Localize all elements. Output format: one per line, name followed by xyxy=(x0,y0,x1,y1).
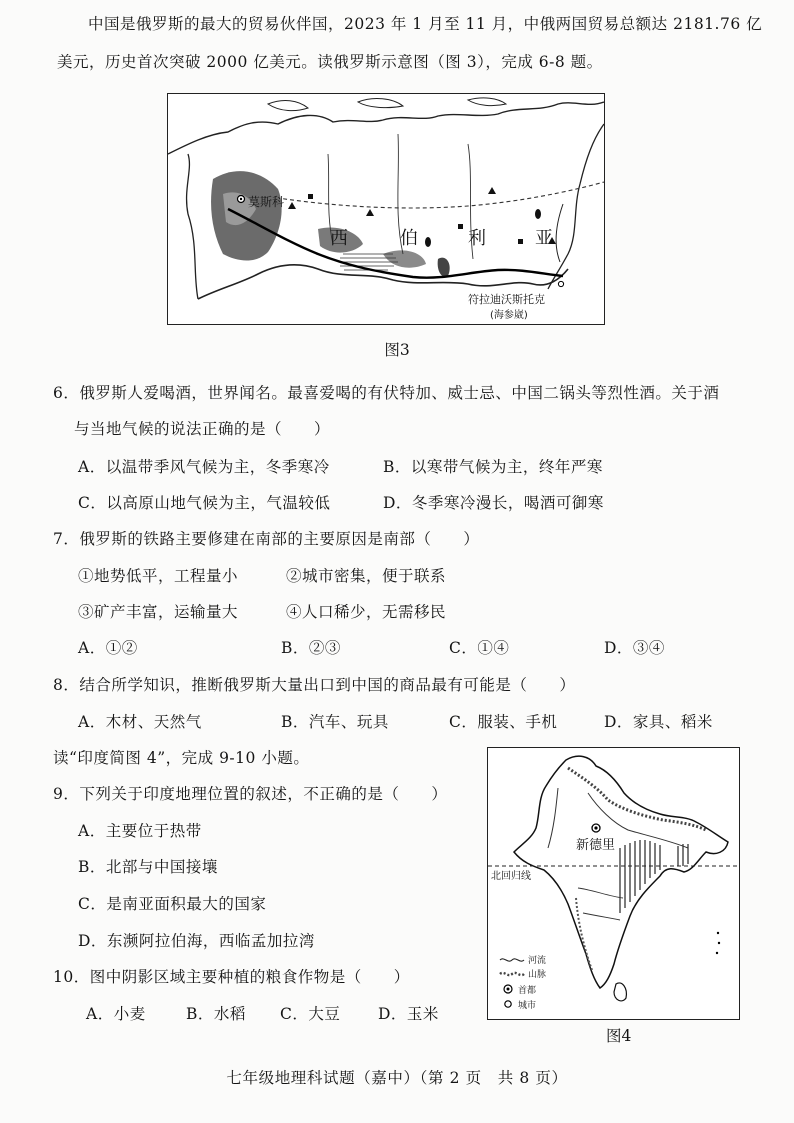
vladivostok-label: 符拉迪沃斯托克 xyxy=(468,293,545,306)
siberia-label-li: 利 xyxy=(468,228,486,249)
vladivostok-sublabel: (海参崴) xyxy=(490,310,528,321)
q7-statement-2: ②城市密集，便于联系 xyxy=(286,567,447,585)
moscow-label: 莫斯科 xyxy=(248,195,285,209)
q6-stem-line-1: 6．俄罗斯人爱喝酒，世界闻名。最喜爱喝的有伏特加、威士忌、中国二锅头等烈性酒。关于酒 xyxy=(53,384,720,402)
q10-option-c: C．大豆 xyxy=(280,1005,341,1023)
q10-stem: 10．图中阴影区域主要种植的粮食作物是（ ） xyxy=(53,968,410,986)
page-footer: 七年级地理科试题（嘉中）（第 2 页 共 8 页） xyxy=(226,1069,568,1087)
q6-option-a: A．以温带季风气候为主，冬季寒冷 xyxy=(78,458,330,476)
q6-stem-line-2: 与当地气候的说法正确的是（ ） xyxy=(74,420,331,438)
india-map xyxy=(487,747,740,1020)
q9-stem: 9．下列关于印度地理位置的叙述，不正确的是（ ） xyxy=(53,785,448,803)
siberia-label-ya: 亚 xyxy=(535,228,553,249)
q7-option-b: B．②③ xyxy=(281,639,341,657)
q6-option-b: B．以寒带气候为主，终年严寒 xyxy=(383,458,603,476)
q8-stem: 8．结合所学知识，推断俄罗斯大量出口到中国的商品最有可能是（ ） xyxy=(53,676,576,694)
q6-option-c: C．以高原山地气候为主，气温较低 xyxy=(78,494,331,512)
q7-option-d: D．③④ xyxy=(604,639,665,657)
figure-3-caption: 图3 xyxy=(384,341,410,359)
intro-line-2: 美元，历史首次突破 2000 亿美元。读俄罗斯示意图（图 3），完成 6-8 题。 xyxy=(57,53,603,71)
q9-option-b: B．北部与中国接壤 xyxy=(78,858,218,876)
legend-mountain: 山脉 xyxy=(528,970,547,980)
figure-4-caption: 图4 xyxy=(606,1027,632,1045)
q8-option-a: A．木材、天然气 xyxy=(78,713,202,731)
q7-option-c: C．①④ xyxy=(449,639,510,657)
legend-capital: 首都 xyxy=(518,986,537,996)
siberia-label-bo: 伯 xyxy=(400,228,418,249)
legend-river: 河流 xyxy=(528,956,547,966)
q9-option-c: C．是南亚面积最大的国家 xyxy=(78,895,267,913)
tropic-of-cancer-label: 北回归线 xyxy=(491,871,531,882)
q7-statement-3: ③矿产丰富，运输量大 xyxy=(78,603,239,621)
legend-city: 城市 xyxy=(518,1001,537,1011)
q8-option-b: B．汽车、玩具 xyxy=(281,713,389,731)
q6-option-d: D．冬季寒冷漫长，喝酒可御寒 xyxy=(383,494,604,512)
q7-statement-4: ④人口稀少，无需移民 xyxy=(286,603,447,621)
q9-option-d: D．东濒阿拉伯海，西临孟加拉湾 xyxy=(78,932,315,950)
q10-option-a: A．小麦 xyxy=(86,1005,146,1023)
intro-line-1: 中国是俄罗斯的最大的贸易伙伴国，2023 年 1 月至 11 月，中俄两国贸易总额达 2181.76 亿 xyxy=(88,15,763,33)
q10-option-d: D．玉米 xyxy=(378,1005,439,1023)
new-delhi-label: 新德里 xyxy=(576,838,616,853)
siberia-label-xi: 西 xyxy=(330,228,348,249)
q7-option-a: A．①② xyxy=(78,639,138,657)
q7-stem: 7．俄罗斯的铁路主要修建在南部的主要原因是南部（ ） xyxy=(53,530,480,548)
q10-option-b: B．水稻 xyxy=(186,1005,246,1023)
q7-statement-1: ①地势低平，工程量小 xyxy=(78,567,239,585)
intro-india: 读“印度简图 4”，完成 9-10 小题。 xyxy=(53,749,310,767)
q8-option-d: D．家具、稻米 xyxy=(604,713,713,731)
russia-map xyxy=(167,93,605,325)
q9-option-a: A．主要位于热带 xyxy=(78,822,202,840)
q8-option-c: C．服装、手机 xyxy=(449,713,558,731)
